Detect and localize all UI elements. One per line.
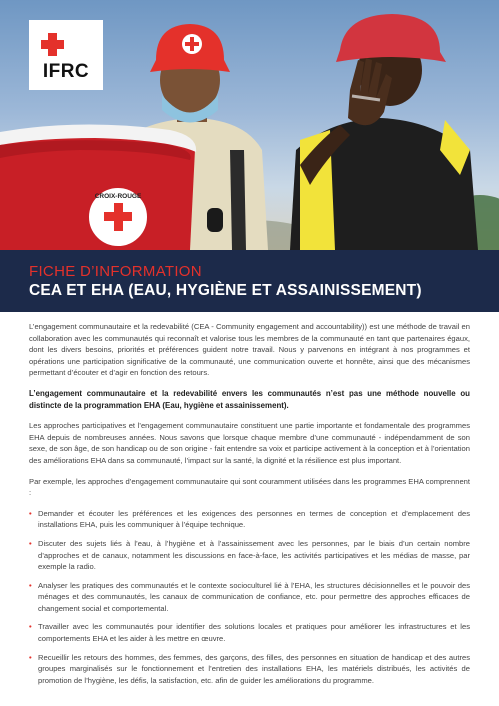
cross-crescent-icon [39,30,95,58]
ifrc-logo [29,20,103,90]
document-body [29,321,470,693]
document-type-label: FICHE D’INFORMATION [29,263,202,280]
list-item: • Analyser les pratiques des communautés et le contexte socioculturel lié à l’EHA, les structures décisionnelles et le pouvoir des ménages et des communautés, les canaux de communication de confiance, etc. pour permettre des approches efficaces de changement social et comportemental. [29,580,470,615]
approaches-paragraph: Les approches participatives et l’engagement communautaire constituent une partie importante et fondamentale des programmes EHA depuis de nombreuses années. Nous savons que lorsque chaque membre d’une communauté - indépendamment de son sexe, de son âge, de son handicap ou de son origine - fait entendre sa voix et participe activement à la conception et à l’orientation des améliorations EHA dans sa communauté, l’impact sur la santé, la dignité et la résilience est plus important. [29,421,470,465]
examples-list [29,508,470,687]
highlight-paragraph: L’engagement communautaire et la redevabilité envers les communautés n’est pas une méthode nouvelle ou distincte de la programmation EHA (Eau, hygiène et assainissement). [29,388,470,410]
list-item: • Recueillir les retours des hommes, des femmes, des garçons, des filles, des personnes en situation de handicap et des autres groupes marginalisés sur le fonctionnement et l’entretien des installations EHA, les matériels distribués, les activités de promotion de l’hygiène, les défis, la satisfaction, etc. afin de guider les améliorations du programme. [29,652,470,687]
list-item: • Discuter des sujets liés à l’eau, à l’hygiène et à l’assainissement avec les personnes, par le biais d’un certain nombre d’approches et de canaux, notamment les discussions en face-à-face, les activités participatives et les médias de masse, par exemple la radio. [29,538,470,573]
page-title: CEA ET EHA (EAU, HYGIÈNE ET ASSAINISSEMENT) [29,282,422,299]
examples-intro-paragraph: Par exemple, les approches d’engagement communautaire qui sont couramment utilisées dans les programmes EHA comprennent : [29,476,470,498]
list-item: • Demander et écouter les préférences et les exigences des personnes en termes de conception et d’emplacement des installations EHA, puis les communiquer à l’équipe technique. [29,508,470,531]
intro-paragraph: L’engagement communautaire et la redevabilité (CEA - Community engagement and accountability)) est une méthode de travail en collaboration avec les communautés qui reconnaît et valorise tous les membres de la communauté en tant que partenaires égaux, dont les divers besoins, priorités et préférences guident notre travail. Nous y parvenons en intégrant à nos programmes et opérations une participation significative de la communauté, une communication ouverte et honnête, ainsi que des mécanismes permettant d’écouter et d’agir en fonction des retours. [29,322,470,378]
title-band [0,250,499,312]
ifrc-wordmark: IFRC [42,61,90,82]
hero-photo [0,0,499,250]
bucket-label: CROIX-ROUGE [94,193,142,200]
list-item: • Travailler avec les communautés pour identifier des solutions locales et pratiques pour améliorer les infrastructures et les comportements EHA et les aider à les mettre en œuvre. [29,621,470,644]
